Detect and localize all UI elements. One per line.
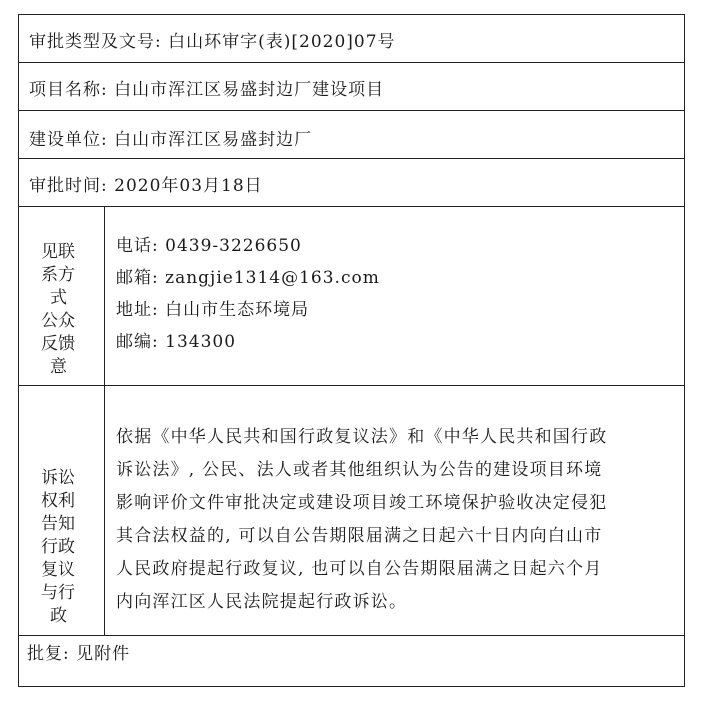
rights-paragraph-line: 依据《中华人民共和国行政复议法》和《中华人民共和国行政 [116, 427, 608, 447]
approval-time-text: 审批时间: 2020年03月18日 [29, 176, 263, 196]
reply-row [19, 636, 684, 688]
legal-rights-label-cell [19, 386, 105, 635]
approval-time-row [19, 159, 684, 207]
rights-paragraph-line: 诉讼法》, 公民、法人或者其他组织认为公告的建设项目环境 [116, 460, 603, 480]
feedback-label-line: 见联 [41, 242, 75, 262]
rights-label-line: 权利 [41, 491, 75, 511]
rights-paragraph-line: 其合法权益的, 可以自公告期限届满之日起六十日内向白山市 [116, 526, 603, 546]
public-feedback-label-cell [19, 207, 105, 385]
builder-text: 建设单位: 白山市浑江区易盛封边厂 [29, 130, 313, 150]
approval-type-row [19, 15, 684, 63]
reply-text: 批复: 见附件 [27, 644, 131, 664]
builder-row [19, 111, 684, 159]
legal-rights-row [19, 386, 684, 636]
phone-text: 电话: 0439-3226650 [116, 236, 302, 256]
project-name-row [19, 63, 684, 111]
email-text: 邮箱: zangjie1314@163.com [116, 268, 380, 288]
feedback-label-line: 公众 [41, 311, 75, 331]
rights-label-line: 诉讼 [41, 468, 75, 488]
rights-paragraph-line: 内向浑江区人民法院提起行政诉讼。 [116, 592, 408, 612]
feedback-label-line: 意 [50, 357, 67, 377]
rights-label-line: 告知 [41, 514, 75, 534]
rights-label-line: 政 [50, 606, 67, 626]
approval-type-text: 审批类型及文号: 白山环审字(表)[2020]07号 [29, 32, 396, 52]
address-text: 地址: 白山市生态环境局 [116, 300, 310, 320]
rights-paragraph-line: 人民政府提起行政复议, 也可以自公告期限届满之日起六个月 [116, 559, 603, 579]
rights-label-line: 行政 [41, 537, 75, 557]
rights-label-line: 复议 [41, 560, 75, 580]
rights-label-line: 与行 [41, 583, 75, 603]
feedback-label-line: 系方 [41, 265, 75, 285]
postcode-text: 邮编: 134300 [116, 332, 237, 352]
approval-announcement-table [18, 14, 685, 687]
project-name-text: 项目名称: 白山市浑江区易盛封边厂建设项目 [29, 80, 385, 100]
feedback-label-line: 反馈 [41, 334, 75, 354]
public-feedback-row [19, 207, 684, 386]
feedback-label-line: 式 [50, 288, 67, 308]
rights-paragraph-line: 影响评价文件审批决定或建设项目竣工环境保护验收决定侵犯 [116, 493, 608, 513]
